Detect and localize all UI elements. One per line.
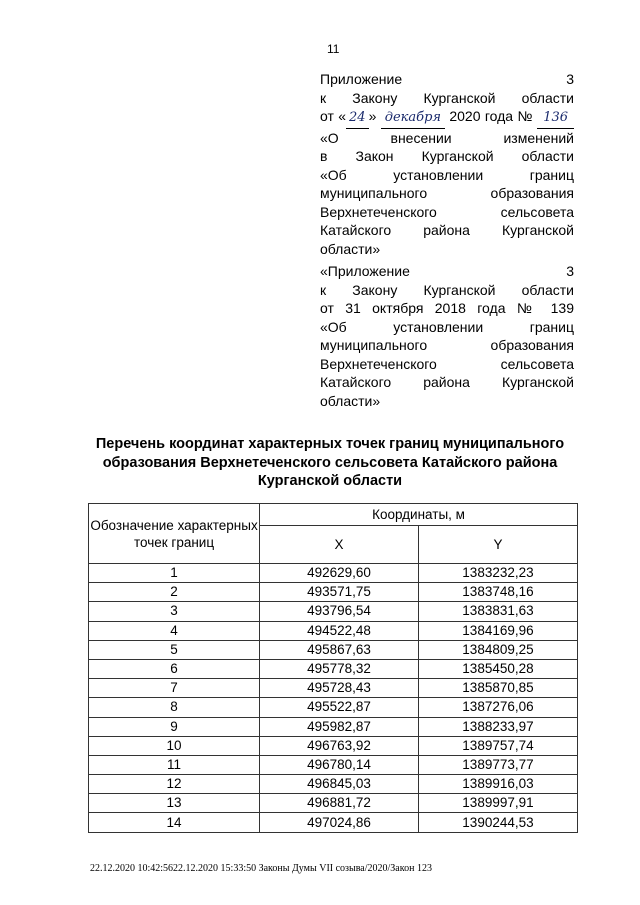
table-row [89,640,578,659]
appendix-line: от 31 октября 2018 года № 139 [320,300,574,316]
table-row [89,794,578,813]
appendix-line: области» [320,392,381,409]
cell-y: 1388233,97 [418,717,577,736]
footer-stamp: 22.12.2020 10:42:5622.12.2020 15:33:50 Законы Думы VII созыва/2020/Закон 123 [90,863,432,874]
cell-y: 1387276,06 [418,698,577,717]
cell-y: 1389997,91 [418,794,577,813]
header-x: X [260,526,419,564]
cell-y: 1390244,53 [418,813,577,832]
cell-point: 4 [89,621,260,640]
table-row [89,583,578,602]
cell-x: 496881,72 [260,794,419,813]
header-y: Y [418,526,577,564]
appendix-current [320,70,574,258]
cell-x: 497024,86 [260,813,419,832]
cell-point: 3 [89,602,260,621]
appendix-line: Приложение 3 [320,71,574,87]
cell-point: 2 [89,583,260,602]
page-number: 11 [327,42,340,56]
cell-y: 1385450,28 [418,659,577,678]
cell-x: 495982,87 [260,717,419,736]
cell-point: 9 [89,717,260,736]
cell-point: 6 [89,659,260,678]
table-row [89,698,578,717]
appendix-line: «О внесении изменений [320,129,574,146]
table-row [89,736,578,755]
cell-y: 1383748,16 [418,583,577,602]
cell-y: 1384169,96 [418,621,577,640]
coordinates-table [88,503,578,833]
cell-point: 14 [89,813,260,832]
appendix-line: «Об установлении границ [320,318,574,335]
appendix-line: в Закон Курганской области [320,148,574,164]
table-row [89,564,578,583]
appendix-line: муниципального образования [320,185,574,201]
appendix-date-line [320,107,574,129]
date-quote: » [368,108,377,124]
header-point-designation: Обозначение характерных точек границ [89,504,260,564]
cell-y: 1385870,85 [418,679,577,698]
cell-x: 494522,48 [260,621,419,640]
cell-x: 495728,43 [260,679,419,698]
appendix-line: Катайского района Курганской [320,222,574,238]
table-row [89,813,578,832]
cell-y: 1383831,63 [418,602,577,621]
table-row [89,659,578,678]
cell-y: 1389773,77 [418,755,577,774]
handwritten-month: декабря [381,109,445,129]
cell-x: 496763,92 [260,736,419,755]
appendix-line: Верхнетеченского сельсовета [320,203,574,220]
cell-x: 496780,14 [260,755,419,774]
cell-point: 10 [89,736,260,755]
table-row [89,621,578,640]
table-row [89,755,578,774]
cell-x: 496845,03 [260,775,419,794]
appendix-line: Катайского района Курганской [320,374,574,390]
cell-y: 1389916,03 [418,775,577,794]
appendix-line: «Об установлении границ [320,166,574,183]
cell-point: 5 [89,640,260,659]
cell-y: 1384809,25 [418,640,577,659]
appendix-line: Верхнетеченского сельсовета [320,355,574,372]
appendix-line: «Приложение 3 [320,263,574,279]
document-title: Перечень координат характерных точек границ муниципального образования Верхнетеченского сельсовета Катайского района Курганской области [95,436,565,489]
appendix-line: к Закону Курганской области [320,89,574,106]
handwritten-law-number: 136 [537,109,574,129]
appendix-line: области» [320,240,381,257]
header-coordinates: Координаты, м [260,504,578,526]
cell-x: 493571,75 [260,583,419,602]
table-row [89,679,578,698]
cell-y: 1389757,74 [418,736,577,755]
cell-x: 492629,60 [260,564,419,583]
table-body [89,564,578,833]
cell-x: 495778,32 [260,659,419,678]
cell-point: 8 [89,698,260,717]
cell-point: 1 [89,564,260,583]
appendix-line: муниципального образования [320,337,574,353]
cell-point: 11 [89,755,260,774]
appendix-line: к Закону Курганской области [320,281,574,298]
cell-y: 1383232,23 [418,564,577,583]
table-row [89,717,578,736]
appendix-original [320,262,574,410]
date-prefix: от « [320,108,347,124]
date-year: 2020 года № [449,108,533,124]
table-row [89,602,578,621]
cell-x: 493796,54 [260,602,419,621]
cell-x: 495867,63 [260,640,419,659]
cell-point: 12 [89,775,260,794]
cell-x: 495522,87 [260,698,419,717]
cell-point: 7 [89,679,260,698]
cell-point: 13 [89,794,260,813]
table-row [89,775,578,794]
handwritten-day: 24 [346,109,369,129]
